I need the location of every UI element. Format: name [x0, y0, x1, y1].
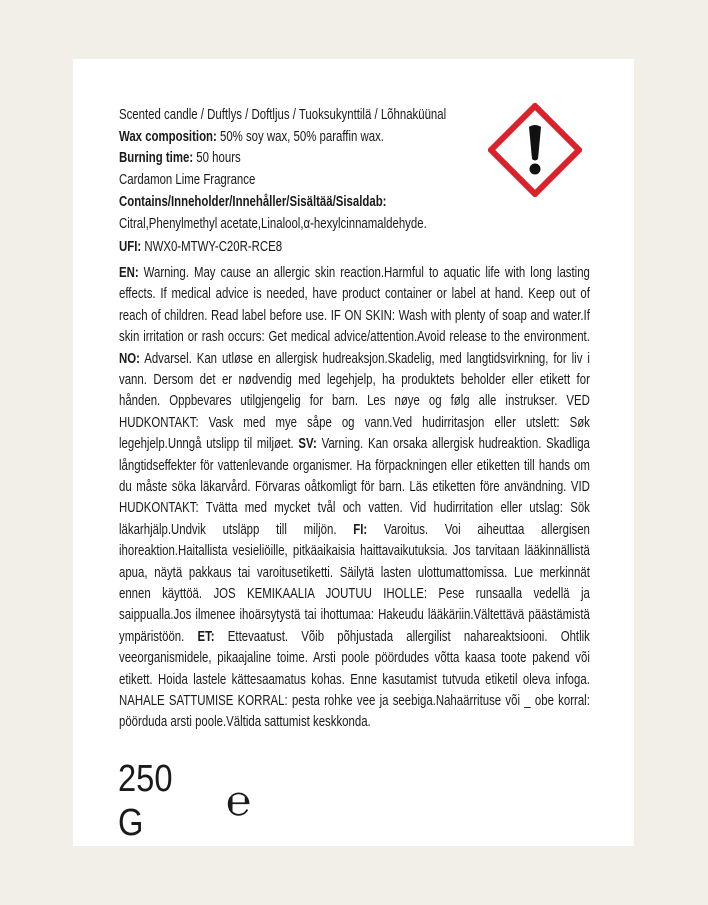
ingredients-list: Citral,Phenylmethyl acetate,Linalool,α-hexylcinnamaldehyde.: [119, 214, 427, 232]
burning-time-label: Burning time:: [119, 149, 194, 167]
wax-composition: [119, 126, 590, 148]
ufi-code: [119, 236, 590, 258]
lang-code-et: ET:: [197, 627, 215, 645]
label-text-block: [119, 104, 590, 733]
fragrance-name: Cardamon Lime Fragrance: [119, 171, 256, 189]
hazard-warning-paragraph: [119, 262, 590, 733]
contains-heading: [119, 191, 590, 213]
ufi-label: UFI:: [119, 238, 142, 256]
wax-composition-value: 50% soy wax, 50% paraffin wax.: [216, 127, 384, 145]
wax-composition-label: Wax composition:: [119, 127, 217, 145]
warning-text-fi: Varoitus. Voi aiheuttaa allergisen ihoreaktion.Haitallista vesieliöille, pitkäaikaisia haittavaikutuksia. Jos tarvitaan lääkinnällistä apua, näytä pakkaus tai varoitusetiketti. Säilytä lasten ulottumattomissa. Lue merkinnät ennen käyttöä. JOS KEMIKAALIA JOUTUU IHOLLE: Pese runsaalla vedellä ja saippualla.Jos ilmenee ihoärsytystä tai ihottumaa: Hakeudu lääkäriin.Vältettävä päästämistä ympäristöön.: [119, 520, 590, 645]
warning-text-sv: Varning. Kan orsaka allergisk hudreaktion. Skadliga långtidseffekter för vattenlevande organismer. Ha förpackningen eller etiketten till hands om du måste söka läkarvård. Förvaras oåtkomligt för barn. Läs etiketten före användning. VID HUDKONTAKT: Tvätta med mycket tvål och vatten. Vid hudirritation eller utslag: Sök läkarhjälp.Undvik utsläpp till miljön.: [119, 435, 590, 538]
lang-code-en: EN:: [119, 263, 139, 281]
ufi-value: NWX0-MTWY-C20R-RCE8: [141, 238, 283, 256]
burning-time: [119, 147, 590, 169]
warning-text-et: Ettevaatust. Võib põhjustada allergilist nahareaktsiooni. Ohtlik veeorganismidele, pikaajaline toime. Arsti poole pöördudes võtta kaasa toote pakend või etikett. Hoida lastele kättesaamatus kohas. Enne kasutamist tutvuda etiketil oleva infoga. NAHALE SATTUMISE KORRAL: pesta rohke vee ja seebiga.Nahaärrituse või _ obe korral: pöörduda arsti poole.Vältida sattumist keskkonda.: [119, 627, 590, 731]
net-weight-value: 250 G: [118, 758, 173, 844]
burning-time-value: 50 hours: [193, 149, 241, 167]
contains-label: Contains/Inneholder/Innehåller/Sisältää/Sisaldab:: [119, 192, 387, 210]
product-label-card: [73, 59, 634, 846]
net-weight: [118, 757, 251, 845]
warning-text-no: Advarsel. Kan utløse en allergisk hudreaksjon.Skadelig, med langtidsvirkning, for liv i vann. Dersom det er nødvendig med legehjelp, ha produktets beholder eller etikett for hånden. Oppbevares utilgjengelig for barn. Les nøye og følg alle instrukser. VED HUDKONTAKT: Vask med mye såpe og vann.Ved hudirritasjon eller utslett: Søk legehjelp.Unngå utslipp til miljøet.: [119, 349, 590, 453]
product-names: Scented candle / Duftlys / Doftljus / Tuoksukynttilä / Lõhnaküünal: [119, 106, 447, 123]
lang-code-no: NO:: [119, 349, 140, 367]
lang-code-sv: SV:: [298, 435, 317, 453]
warning-text-en: Warning. May cause an allergic skin reaction.Harmful to aquatic life with long lasting effects. If medical advice is needed, have product container or label at hand. Keep out of reach of children. Read label before use. IF ON SKIN: Wash with plenty of soap and water.If skin irritation or rash occurs: Get medical advice/attention.Avoid release to the environment.: [119, 263, 590, 346]
estimated-sign-icon: ℮: [226, 776, 252, 825]
lang-code-fi: FI:: [353, 520, 368, 538]
